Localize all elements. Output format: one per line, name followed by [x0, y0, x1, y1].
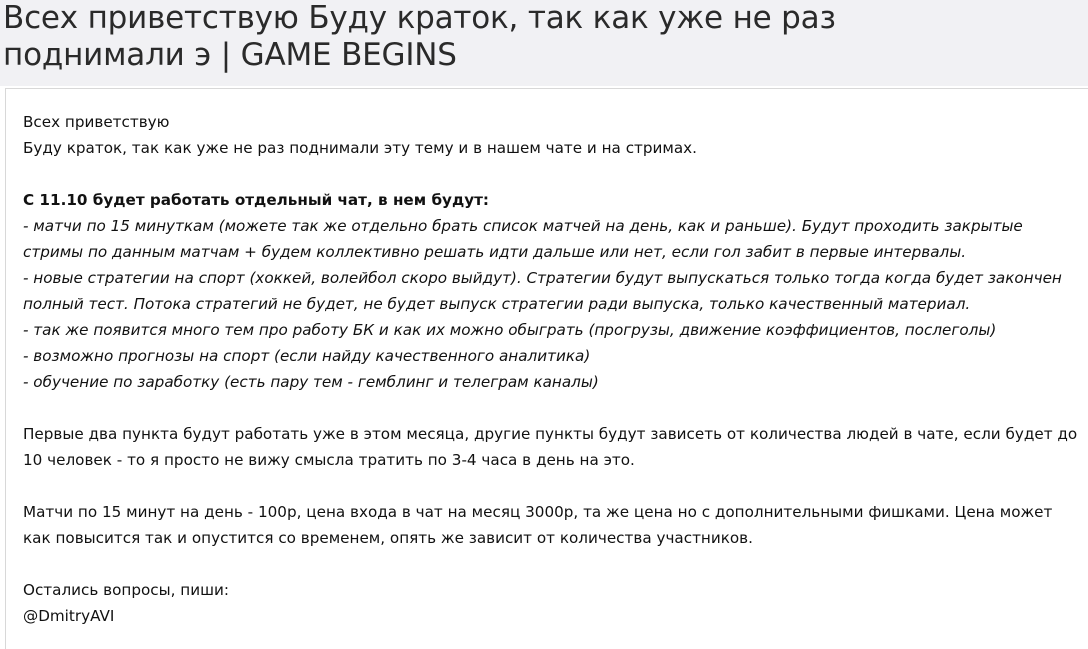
questions-text: Остались вопросы, пиши:: [23, 581, 229, 599]
list-line: - обучение по заработку (есть пару тем - гемблинг и телеграм каналы): [23, 373, 599, 391]
post-container: [5, 88, 1088, 649]
paragraph-line: Матчи по 15 минут на день - 100р, цена входа в чат на месяц 3000р, та же цена но с дополнительными фишками. Цена может: [23, 503, 1053, 521]
list-line: - возможно прогнозы на спорт (если найду качественного аналитика): [23, 347, 591, 365]
contact-handle[interactable]: @DmitryAVI: [23, 607, 115, 625]
greeting-text: Всех приветствую: [23, 113, 170, 131]
paragraph-line: как повысится так и опустится со временем, опять же зависит от количества участников.: [23, 529, 753, 547]
spacer: [23, 473, 1088, 499]
intro-text: Буду краток, так как уже не раз поднимали эту тему и в нашем чате и на стримах.: [23, 139, 697, 157]
announcement-heading: С 11.10 будет работать отдельный чат, в нем будут:: [23, 191, 489, 209]
spacer: [23, 551, 1088, 577]
spacer: [23, 395, 1088, 421]
list-line: - матчи по 15 минуткам (можете так же отдельно брать список матчей на день, как и раньше). Будут проходить закрытые: [23, 217, 1023, 235]
paragraph-line: 10 человек - то я просто не вижу смысла тратить по 3-4 часа в день на это.: [23, 451, 635, 469]
list-line: полный тест. Потока стратегий не будет, не будет выпуск стратегии ради выпуска, только качественный материал.: [23, 295, 971, 313]
title-bar: [0, 0, 1088, 86]
list-line: - так же появится много тем про работу БК и как их можно обыграть (прогрузы, движение коэффициентов, послеголы): [23, 321, 997, 339]
page-title: [0, 0, 1088, 74]
list-line: - новые стратегии на спорт (хоккей, волейбол скоро выйдут). Стратегии будут выпускаться только тогда когда будет закончен: [23, 269, 1062, 287]
page-title-line: поднимали э | GAME BEGINS: [3, 37, 457, 73]
post-body: [23, 109, 1088, 629]
page-title-line: Всех приветствую Буду краток, так как уже не раз: [3, 0, 836, 36]
spacer: [23, 161, 1088, 187]
paragraph-line: Первые два пункта будут работать уже в этом месяца, другие пункты будут зависеть от количества людей в чате, если будет до: [23, 425, 1078, 443]
list-line: стримы по данным матчам + будем коллективно решать идти дальше или нет, если гол забит в первые интервалы.: [23, 243, 967, 261]
